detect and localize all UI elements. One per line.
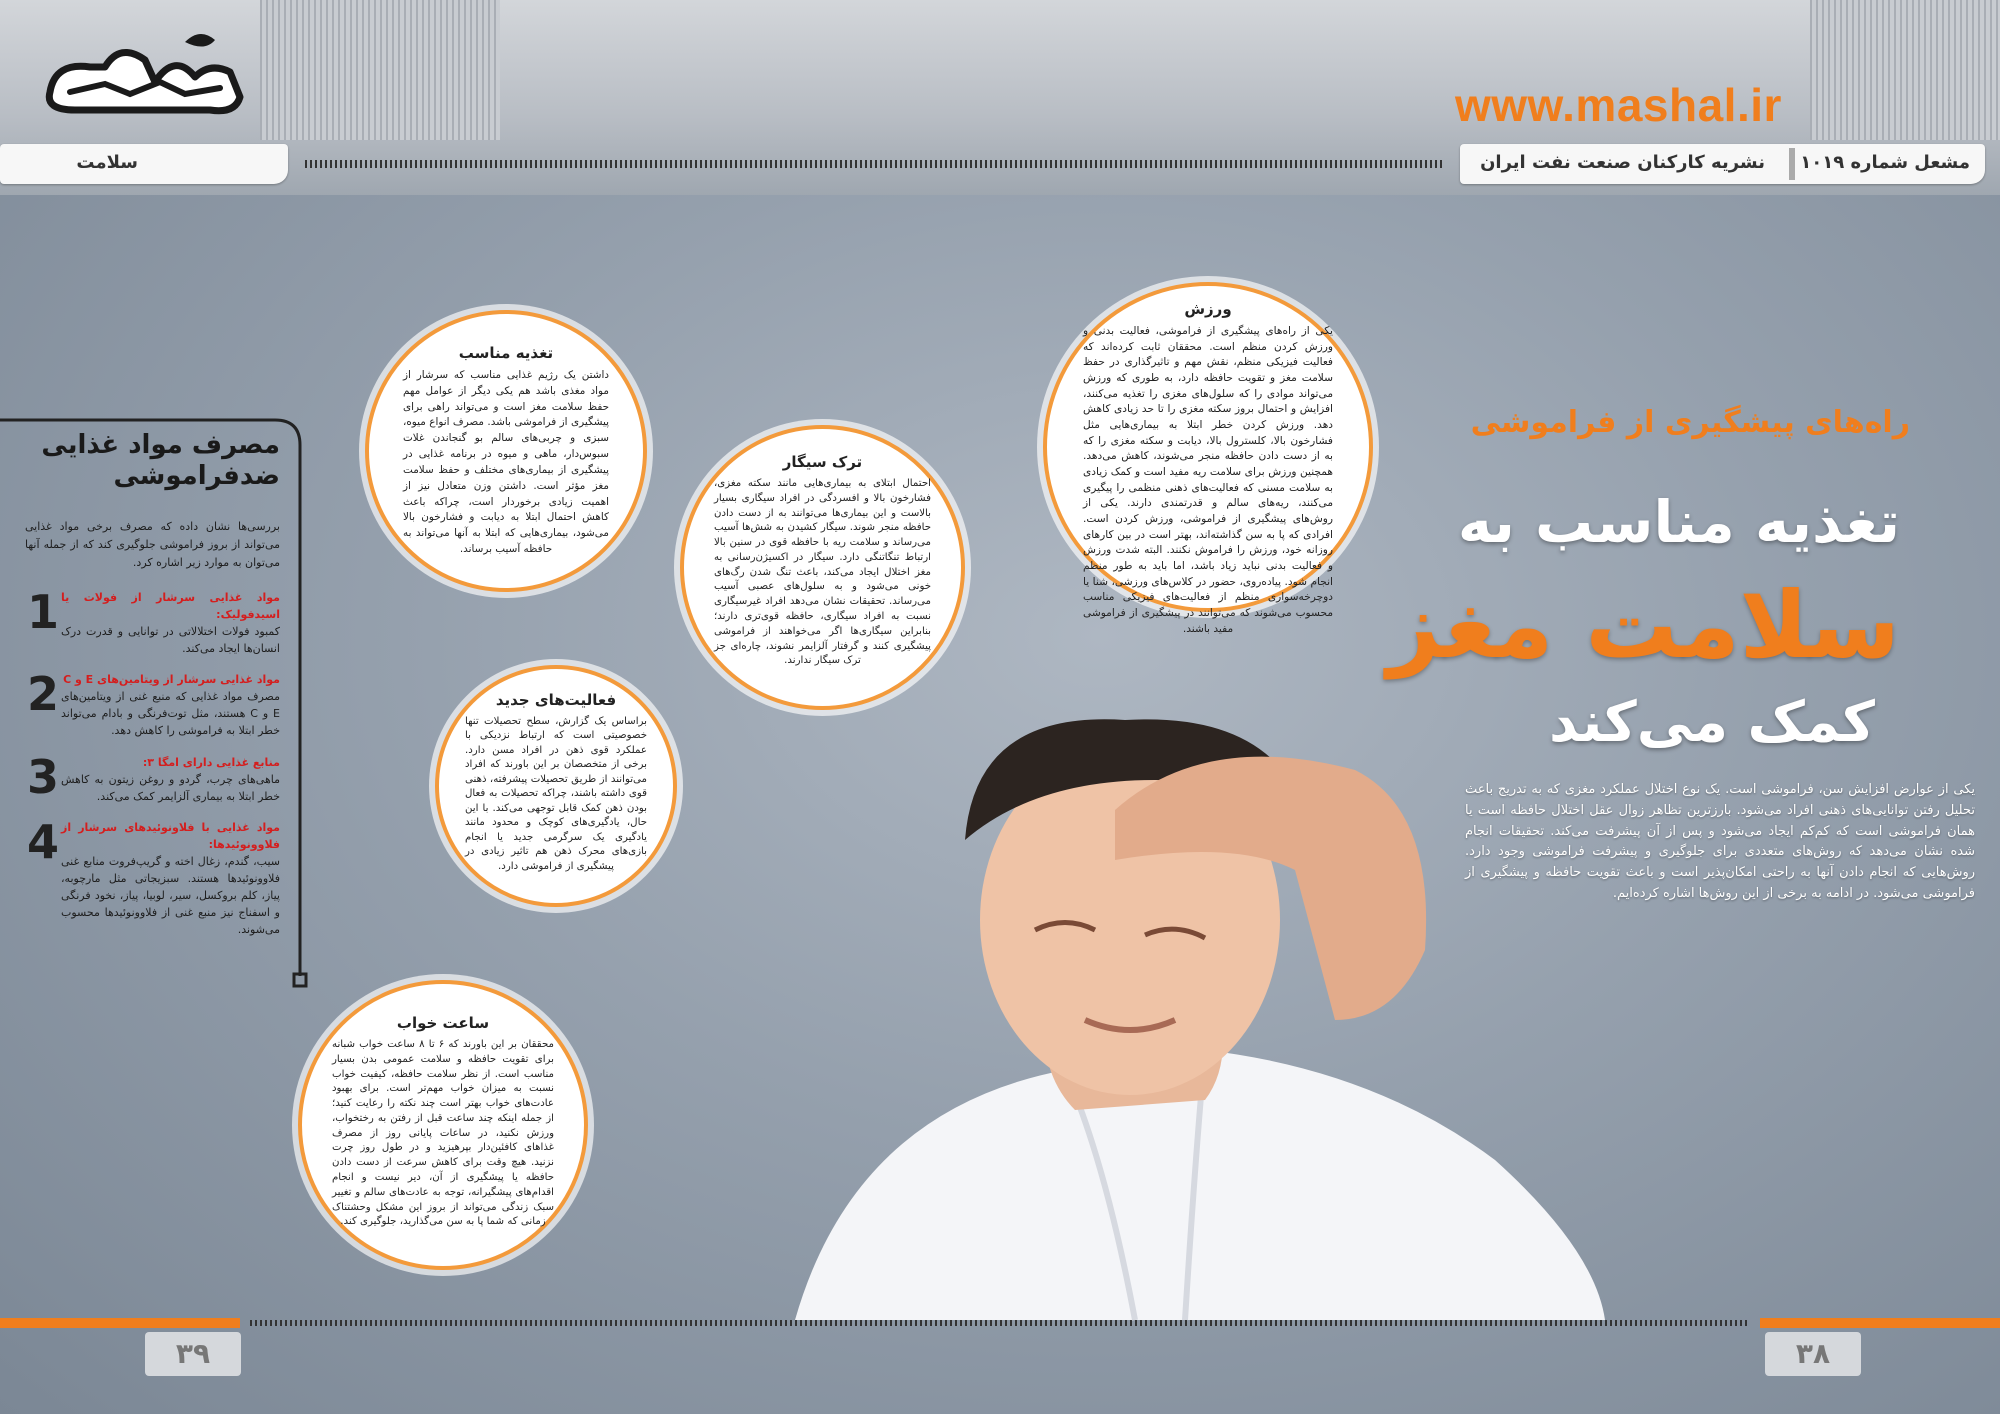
circle-exercise-text: یکی از راه‌های پیشگیری از فراموشی، فعالیت بدنی و ورزش کردن منظم است. محققان ثابت کرده‌اند که فعالیت فیزیکی منظم، نقش مهم و تاثیرگذاری در حفظ سلامت مغز و تقویت حافظه دارد، به طوری که ورزش می‌تواند موادی را که سلول‌های مغزی را تغذیه می‌کنند، افزایش و احتمال بروز سکته مغزی را تا حد زیادی کاهش دهد. ورزش کردن خطر ابتلا به بیماری‌هایی مثل فشارخون بالا، کلسترول بالا، دیابت و سکته مغزی را که به از دست دادن حافظه منجر می‌شوند، کاهش می‌دهد. همچنین ورزش برای سلامت ریه مفید است و کمک زیادی به سلامت مسنی که فعالیت‌های ذهنی منظمی را پیگیری می‌کنند، ریه‌های سالم و قدرتمندی دارند. یکی از روش‌های پیشگیری از فراموشی، ورزش کردن است. افرادی که پا به سن گذاشته‌اند، بهتر است در بین کارهای روزانه خود، ورزش را فراموش نکنند. البته شدت ورزش و فعالیت بدنی نباید زیاد باشد، اما باید به طور منظم انجام شود. پیاده‌روی، حضور در کلاس‌های ورزشی، شنا یا دوچرخه‌سواری منظم از فعالیت‌های فیزیکی مناسب محسوب می‌شوند که می‌توانند در پیشگیری از فراموشی مفید باشند.	[1083, 325, 1333, 635]
sidebar-item-1-title: مواد غذایی سرشار از فولات یا اسیدفولیک:	[61, 591, 280, 622]
issue-divider	[1789, 148, 1795, 180]
circle-nutrition-title: تغذیه مناسب	[458, 344, 554, 362]
sidebar-item-1-number: 1	[26, 585, 59, 640]
sidebar-panel	[25, 430, 280, 952]
circle-new-activities-text: براساس یک گزارش، سطح تحصیلات تنها خصوصیتی است که ارتباط نزدیکی با عملکرد قوی ذهن در افراد مسن دارد. برخی از متخصصان بر این باورند که افراد می‌توانند از طریق تحصیلات پیشرفته، ذهنی قوی داشته باشند، چراکه تحصیلات به فعال بودن ذهن کمک قابل توجهی می‌کند. با این حال، یادگیری‌های کوچک و محدود مانند یادگیری یک سرگرمی جدید یا انجام بازی‌های محرک ذهن هم تاثیر زیادی در پیشگیری از فراموشی دارد.	[465, 716, 647, 872]
page-number-left: ۳۹	[145, 1332, 241, 1376]
sidebar-item-3-title: منابع غذایی دارای امگا ۳:	[142, 755, 280, 769]
circle-sleep-text: محققان بر این باورند که ۶ تا ۸ ساعت خواب شبانه برای تقویت حافظه و سلامت عمومی بدن بسیار مناسب است. از نظر سلامت حافظه، کیفیت خواب نسبت به میزان خواب مهم‌تر است. برای بهبود عادت‌های خواب بهتر است چند نکته را رعایت کنید؛ از جمله اینکه چند ساعت قبل از رفتن به رختخواب، ورزش نکنید، در ساعات پایانی روز از مصرف غذاهای کافئین‌دار بپرهیزید و در طول روز چرت نزنید. هیچ وقت برای کاهش سرعت از دست دادن حافظه یا پیشگیری از آن، دیر نیست و انجام اقدام‌های پیشگیرانه، توجه به عادت‌های سالم و تغییر سبک زندگی می‌تواند از بروز این مشکل وحشتناک زمانی که شما پا به سن می‌گذارید، جلوگیری کند.	[332, 1039, 554, 1228]
header-stripe-panel-right	[1810, 0, 2000, 140]
circle-quit-smoking	[680, 425, 965, 710]
publication-name: نشریه کارکنان صنعت نفت ایران	[1480, 152, 1765, 173]
sidebar-item-4	[25, 814, 280, 938]
sidebar-item-2-number: 2	[26, 667, 59, 722]
circle-nutrition	[365, 310, 647, 592]
circle-nutrition-text: داشتن یک رژیم غذایی مناسب که سرشار از مواد مغذی باشد هم یکی دیگر از عوامل مهم حفظ سلامت مغز است و می‌تواند راهی برای پیشگیری از فراموشی باشد. مصرف انواع میوه، سبزی و چربی‌های سالم بو گنجاندن غلات سبوس‌دار، ماهی و میوه در برنامه غذایی در پیشگیری از بیماری‌های مختلف و حفظ سلامت مغز مؤثر است. داشتن وزن متعادل نیز از اهمیت زیادی برخوردار است، چراکه باعث کاهش احتمال ابتلا به دیابت و فشارخون بالا می‌شود، بیماری‌هایی که ابتلا به آنها می‌تواند به حافظه آسیب برساند.	[403, 369, 609, 555]
circle-new-activities-title: فعالیت‌های جدید	[495, 691, 617, 709]
sidebar-title-line2: ضدفراموشی	[113, 461, 280, 492]
sidebar-item-1	[25, 585, 280, 657]
section-header-bar	[0, 144, 288, 184]
headline-line2: سلامت مغز	[1387, 572, 1900, 679]
page-number-right: ۳۸	[1765, 1332, 1861, 1376]
circle-new-activities	[435, 665, 677, 907]
site-url[interactable]: www.mashal.ir	[1455, 79, 1782, 131]
sidebar-item-3-text: ماهی‌های چرب، گردو و روغن زیتون به کاهش خطر ابتلا به بیماری آلزایمر کمک می‌کند.	[61, 772, 280, 803]
headline-line1: تغذیه مناسب به	[1457, 488, 1900, 556]
sidebar-item-2-title: مواد غذایی سرشار از ویتامین‌های E و C	[63, 673, 280, 687]
headline-line3: کمک می‌کند	[1548, 690, 1875, 755]
circle-quit-smoking-title: ترک سیگار	[782, 453, 863, 471]
circle-quit-smoking-text: احتمال ابتلای به بیماری‌هایی مانند سکته مغزی، فشارخون بالا و افسردگی در افراد سیگاری بسیار بالاست و این بیماری‌ها می‌توانند به از دست دادن حافظه منجر شوند. سیگار کشیدن به شش‌ها آسیب می‌رساند و سلامت ریه با حافظه قوی در سنین بالا ارتباط تنگاتنگی دارد. سیگار در اکسیژن‌رسانی به مغز اختلال ایجاد می‌کند، باعث تنگ شدن رگ‌های خونی می‌شود و به سلول‌های عصبی آسیب می‌رساند. تحقیقات نشان می‌دهد افراد غیرسیگاری نسبت به افراد سیگاری، حافظه قوی‌تری دارند؛ بنابراین سیگاری‌ها اگر می‌خواهند از فراموشی پیشگیری کنند و گرفتار آلزایمر نشوند، چاره‌ای جز ترک سیگار ندارند.	[714, 478, 931, 667]
circle-exercise	[1043, 282, 1373, 635]
sidebar-item-4-text: سیب، گندم، زغال اخته و گریپ‌فروت منابع غنی فلاوونوئیدها هستند. سبزیجاتی مثل مارچوبه، پیاز، کلم بروکسل، سیر، لوبیا، پیاز، نخود فرنگی و اسفناج نیز منبع غنی از فلاوونوئیدها محسوب می‌شوند.	[61, 854, 280, 936]
issue-header-bar	[1460, 144, 1985, 184]
sidebar-item-3	[25, 749, 280, 805]
circle-sleep	[298, 980, 588, 1270]
footer-bar	[0, 1318, 2000, 1376]
sidebar-item-2	[25, 667, 280, 739]
sidebar-title-line1: مصرف مواد غذایی	[41, 430, 280, 460]
sidebar-item-4-title: مواد غذایی با فلاونوئیدهای سرشار از فلاوونوئیدها:	[61, 820, 280, 851]
headline-kicker: راه‌های پیشگیری از فراموشی	[1470, 405, 1910, 440]
circle-sleep-title: ساعت خواب	[396, 1014, 490, 1032]
intro-paragraph: یکی از عوارض افزایش سن، فراموشی است. یک نوع اختلال عملکرد مغزی که به تدریج باعث تحلیل رفتن توانایی‌های ذهنی افراد می‌شود. بارزترین تظاهر زوال عقل اختلال حافظه است یا همان فراموشی است که کم‌کم ایجاد می‌شود و پس از آن پیشرفت می‌کند. تحقیقات انجام شده نشان می‌دهد که روش‌های متعددی برای جلوگیری و پیشرفت فراموشی وجود دارد. روش‌هایی که انجام دادن آنها به راحتی امکان‌پذیر است و باعث تقویت حافظه و پیشگیری از فراموشی می‌شود. در ادامه به برخی از این روش‌ها اشاره کرده‌ایم.	[1465, 782, 1975, 901]
sidebar-item-2-text: مصرف مواد غذایی که منبع غنی از ویتامین‌های E و C هستند، مثل توت‌فرنگی و بادام می‌تواند خطر ابتلا به فراموشی را کاهش دهد.	[61, 690, 280, 738]
mashal-logo	[35, 22, 265, 127]
sidebar-item-4-number: 4	[26, 814, 59, 869]
sidebar-item-3-number: 3	[26, 749, 59, 804]
issue-number: مشعل شماره ۱۰۱۹	[1800, 152, 1970, 173]
header-dotted-rule	[305, 160, 1445, 168]
sidebar-item-1-text: کمبود فولات اختلالاتی در توانایی و قدرت درک انسان‌ها ایجاد می‌کند.	[61, 625, 280, 656]
sidebar-intro: بررسی‌ها نشان داده که مصرف برخی مواد غذایی می‌تواند از بروز فراموشی جلوگیری کند که از جمله آنها می‌توان به موارد زیر اشاره کرد.	[25, 520, 280, 569]
section-label: سلامت	[76, 152, 138, 173]
header-stripe-panel-left	[260, 0, 500, 140]
circle-exercise-title: ورزش	[1184, 300, 1232, 318]
